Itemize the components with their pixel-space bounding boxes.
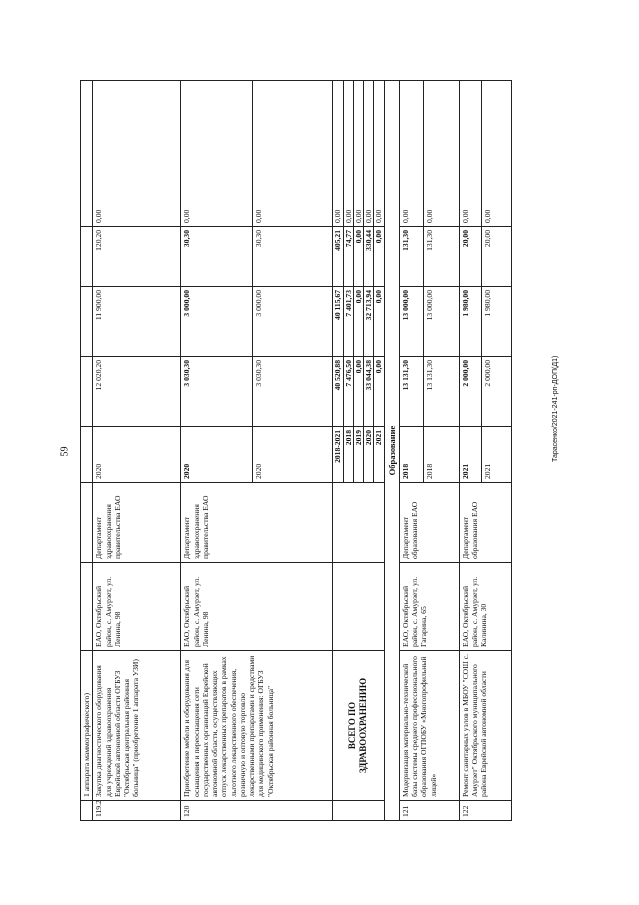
cell-customer: Департамент здравоохранения правительства ЕАО (181, 483, 333, 563)
cell-federal: 1 980,00 (481, 287, 511, 357)
total-value: 7 476,50 (344, 357, 354, 426)
cell-total: 3 030,30 (181, 357, 253, 427)
cell-total: 13 131,30 (399, 357, 423, 427)
health-total-row (333, 81, 384, 821)
federal-value: 0,00 (354, 287, 364, 356)
cell-number: 119.2 (93, 801, 181, 821)
cell-regional: 120,20 (93, 227, 181, 287)
total-value: 0,00 (374, 360, 384, 374)
cell-year: 2018 (423, 427, 459, 483)
cell-name: Закупка диагностического оборудования для учреждений здравоохранения Еврейской автономной области ОГБУЗ "Октябрьская центральная районная больница" (приобретение 1 аппарата УЗИ) (93, 651, 181, 801)
cell-address: ЕАО, Октябрьский район, с. Амурзет, ул. Калинина, 30 (459, 563, 511, 651)
cell-regional: 131,30 (399, 227, 423, 287)
year-value: 2019 (354, 427, 364, 482)
document-footer-code: Тарасенко/2021-241-рп-ДОП(Д1) (552, 355, 559, 462)
cell-number: 120 (181, 801, 333, 821)
cell-local: 0,00 (253, 81, 333, 227)
local-value: 0,00 (344, 81, 354, 226)
cell-regional: 30,30 (253, 227, 333, 287)
health-total-total (333, 357, 384, 427)
total-value: 33 044,38 (364, 357, 374, 426)
section-title-education: Образование (384, 81, 399, 821)
regional-value: 0,00 (374, 230, 384, 244)
health-total-label: ВСЕГО ПО ЗДРАВООХРАНЕНИЮ (333, 651, 384, 801)
regional-value: 405,21 (333, 227, 343, 286)
cell-regional: 30,30 (181, 227, 253, 287)
cell-total: 13 131,30 (423, 357, 459, 427)
local-value: 0,00 (364, 81, 374, 226)
federal-value: 0,00 (374, 290, 384, 304)
table-row (81, 81, 93, 821)
cell-customer: Департамент образования ЕАО (399, 483, 459, 563)
year-value: 2021 (374, 430, 384, 446)
cell-local: 0,00 (399, 81, 423, 227)
year-value: 2020 (364, 427, 374, 482)
cell-regional: 20,00 (459, 227, 481, 287)
table-row (93, 81, 181, 821)
cell-name: 1 аппарата маммографического) (81, 651, 93, 801)
regional-value: 330,44 (364, 227, 374, 286)
year-value: 2018 (344, 427, 354, 482)
cell-local: 0,00 (481, 81, 511, 227)
cell-customer: Департамент образования ЕАО (459, 483, 511, 563)
local-value: 0,00 (333, 81, 343, 226)
table-row (459, 81, 481, 821)
cell-local: 0,00 (181, 81, 253, 227)
health-total-years (333, 427, 384, 483)
cell-federal: 11 900,00 (93, 287, 181, 357)
cell-name: Приобретение мебели и оборудования для оснащения и переоснащения сети государственных организаций Еврейской автономной области, осуществляющих отпуск лекарственных препаратов в рамках льготного лекарственного обеспечения, розничную и оптовую торговлю лекарственными препаратами и средствами для медицинского применения: ОГБУЗ "Октябрьская районная больница" (181, 651, 333, 801)
cell-federal: 13 000,00 (399, 287, 423, 357)
cell-regional: 131,30 (423, 227, 459, 287)
cell-local: 0,00 (423, 81, 459, 227)
year-value: 2018-2021 (333, 427, 343, 482)
cell-address: ЕАО, Октябрьский район, с. Амурзет, ул. Гагарина, 65 (399, 563, 459, 651)
total-value: 0,00 (354, 357, 364, 426)
cell-year: 2020 (93, 427, 181, 483)
cell-federal: 13 000,00 (423, 287, 459, 357)
page-number: 59 (59, 446, 71, 457)
cell-total: 2 000,00 (481, 357, 511, 427)
health-total-federal (333, 287, 384, 357)
health-total-regional (333, 227, 384, 287)
local-value: 0,00 (354, 81, 364, 226)
cell-customer: Департамент здравоохранения правительства ЕАО (93, 483, 181, 563)
cell-federal: 1 980,00 (459, 287, 481, 357)
table-row (399, 81, 423, 821)
cell-name: Ремонт санитарных узлов в МБОУ "СОШ с. Амурзет" Октябрьского муниципального района Еврейской автономной области (459, 651, 511, 801)
rotated-table-container (80, 81, 539, 821)
cell-year: 2021 (481, 427, 511, 483)
regional-value: 0,00 (354, 227, 364, 286)
table-row (181, 81, 253, 821)
federal-value: 40 115,67 (333, 287, 343, 356)
cell-local: 0,00 (459, 81, 481, 227)
federal-value: 7 401,73 (344, 287, 354, 356)
cell-total: 3 030,30 (253, 357, 333, 427)
cell-address: ЕАО, Октябрьский район, с. Амурзет, ул. Ленина, 98 (93, 563, 181, 651)
cell-year: 2020 (253, 427, 333, 483)
section-row (384, 81, 399, 821)
cell-total: 12 020,20 (93, 357, 181, 427)
cell-total: 2 000,00 (459, 357, 481, 427)
cell-number: 121 (399, 801, 459, 821)
cell-address: ЕАО, Октябрьский район, с. Амурзет, ул. Ленина, 98 (181, 563, 333, 651)
objects-table (80, 80, 512, 821)
federal-value: 32 713,94 (364, 287, 374, 356)
cell-year: 2018 (399, 427, 423, 483)
health-total-local (333, 81, 384, 227)
total-value: 40 520,88 (333, 357, 343, 426)
cell-federal: 3 000,00 (253, 287, 333, 357)
local-value: 0,00 (374, 209, 384, 223)
cell-number: 122 (459, 801, 511, 821)
cell-federal: 3 000,00 (181, 287, 253, 357)
cell-regional: 20,00 (481, 227, 511, 287)
cell-year: 2020 (181, 427, 253, 483)
cell-year: 2021 (459, 427, 481, 483)
cell-local: 0,00 (93, 81, 181, 227)
regional-value: 74,77 (344, 227, 354, 286)
cell-name: Модернизация материально-технической базы системы среднего профессионального образования ОГПОБУ «Многопрофильный лицей» (399, 651, 459, 801)
